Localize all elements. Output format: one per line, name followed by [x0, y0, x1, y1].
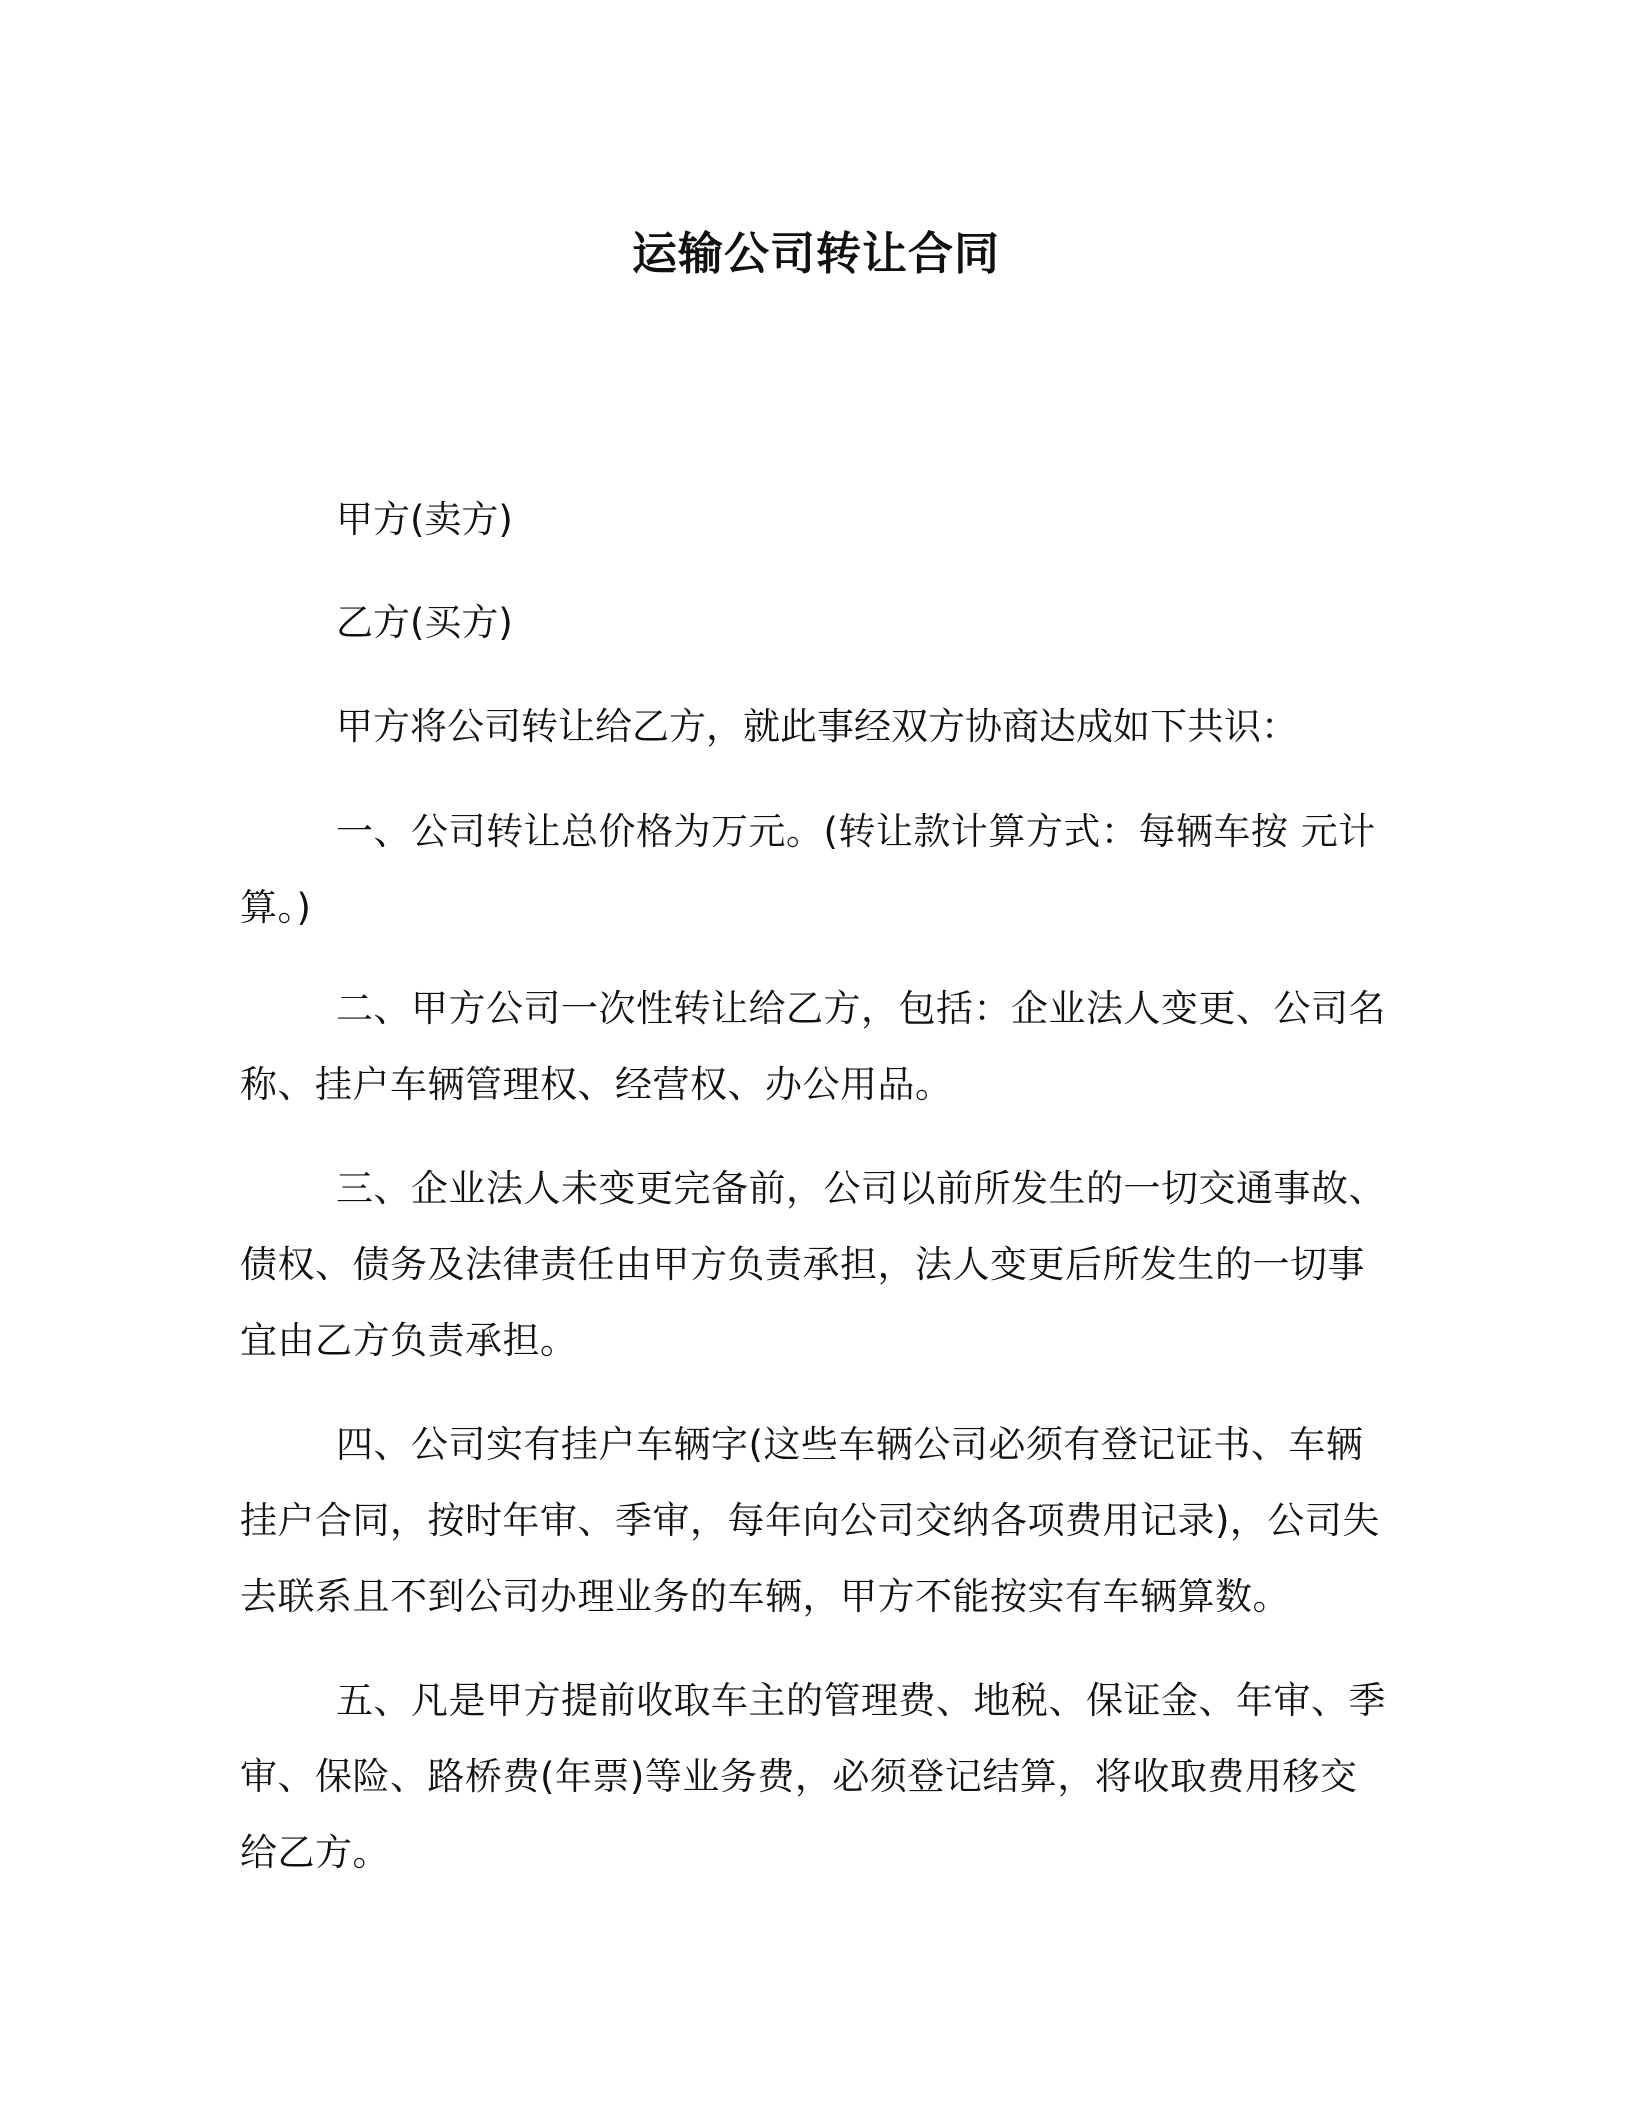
clause-5: 五、凡是甲方提前收取车主的管理费、地税、保证金、年审、季审、保险、路桥费(年票)等业务费，必须登记结算，将收取费用移交给乙方。 — [240, 1679, 1386, 1874]
document-title: 运输公司转让合同 — [631, 227, 1000, 280]
clause-4: 四、公司实有挂户车辆字(这些车辆公司必须有登记证书、车辆挂户合同，按时年审、季审，每年向公司交纳各项费用记录)，公司失去联系且不到公司办理业务的车辆，甲方不能按实有车辆算数。 — [240, 1423, 1380, 1618]
clause-1: 一、公司转让总价格为万元。(转让款计算方式：每辆车按 元计算。) — [240, 810, 1376, 929]
intro-paragraph: 甲方将公司转让给乙方，就此事经双方协商达成如下共识： — [336, 705, 1298, 748]
clause-3: 三、企业法人未变更完备前，公司以前所发生的一切交通事故、债权、债务及法律责任由甲方负责承担，法人变更后所发生的一切事宜由乙方负责承担。 — [240, 1167, 1386, 1362]
party-a-line: 甲方(卖方) — [336, 498, 513, 541]
party-b-line: 乙方(买方) — [336, 601, 513, 644]
clause-2: 二、甲方公司一次性转让给乙方，包括：企业法人变更、公司名称、挂户车辆管理权、经营权、办公用品。 — [240, 987, 1386, 1106]
